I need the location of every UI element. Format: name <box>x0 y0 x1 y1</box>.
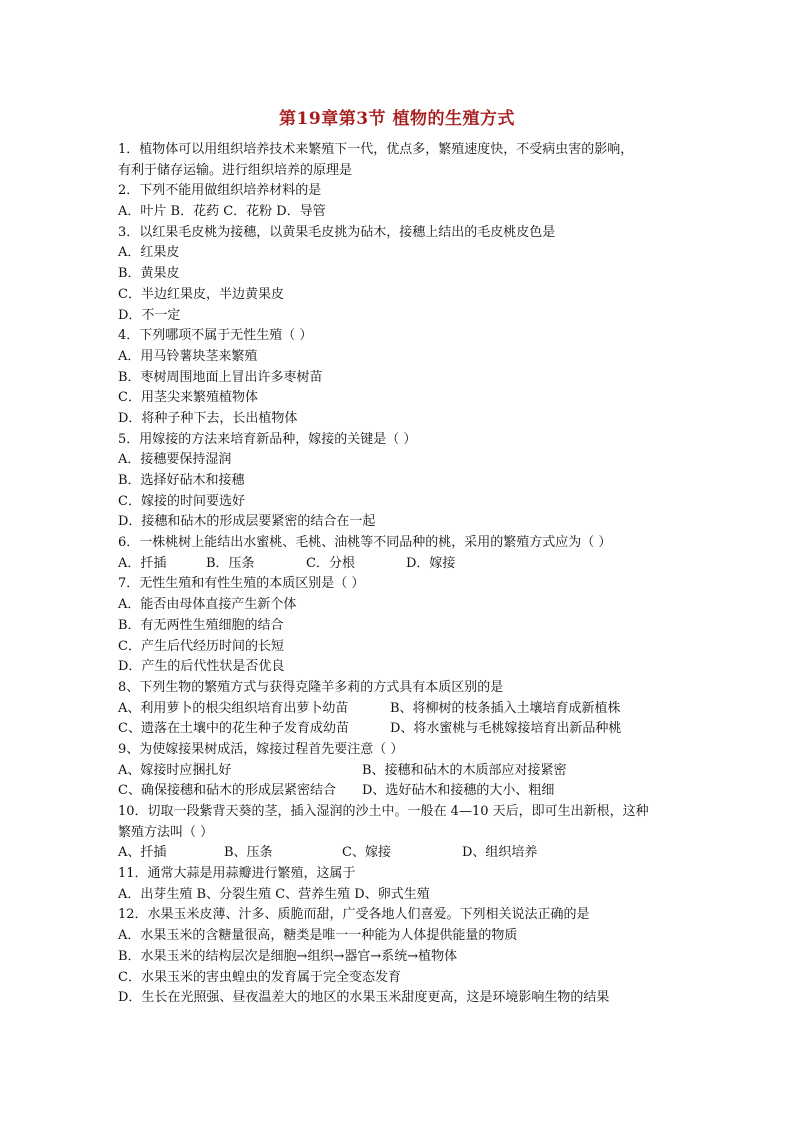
question-list <box>118 140 678 1009</box>
question-9-option-a: A、嫁接时应捆扎好 <box>118 762 232 778</box>
question-8-option-c: C、遗落在土壤中的花生种子发育成幼苗 <box>118 721 349 737</box>
question-12-option-b: B．水果玉米的结构层次是细胞→组织→器官→系统→植物体 <box>118 948 458 964</box>
question-12-option-c: C．水果玉米的害虫蝗虫的发育属于完全变态发育 <box>118 969 401 985</box>
question-9-option-b: B、接穗和砧木的木质部应对接紧密 <box>362 762 567 778</box>
question-12: 12．水果玉米皮薄、汁多、质脆而甜，广受各地人们喜爱。下列相关说法正确的是 <box>118 907 590 923</box>
question-8-options-row-1 <box>118 699 678 720</box>
question-3-option-c: C．半边红果皮，半边黄果皮 <box>118 286 284 302</box>
question-10-options <box>118 843 678 864</box>
question-7-option-a: A．能否由母体直接产生新个体 <box>118 597 297 613</box>
question-9: 9、为使嫁接果树成活，嫁接过程首先要注意（ ） <box>118 741 404 757</box>
question-6-options <box>118 554 678 575</box>
question-8-options-row-2 <box>118 719 678 740</box>
question-7-option-c: C．产生后代经历时间的长短 <box>118 638 284 654</box>
question-12-option-d: D．生长在光照强、昼夜温差大的地区的水果玉米甜度更高，这是环境影响生物的结果 <box>118 990 610 1006</box>
question-10-option-a: A、扦插 <box>118 845 167 861</box>
question-9-option-d: D、选好砧木和接穗的大小、粗细 <box>362 783 555 799</box>
question-12-option-a: A．水果玉米的含糖量很高，糖类是唯一一种能为人体提供能量的物质 <box>118 928 518 944</box>
question-7-option-b: B．有无两性生殖细胞的结合 <box>118 617 284 633</box>
question-1-line-1: 1．植物体可以用组织培养技术来繁殖下一代，优点多，繁殖速度快，不受病虫害的影响， <box>118 142 634 157</box>
question-3-option-a: A．红果皮 <box>118 245 180 261</box>
question-10-option-b: B、压条 <box>224 845 273 861</box>
question-8-option-b: B、将柳树的枝条插入土壤培育成新植株 <box>390 700 621 716</box>
question-4-option-c: C．用茎尖来繁殖植物体 <box>118 390 258 406</box>
question-6-option-c: C．分根 <box>306 555 355 571</box>
question-3: 3．以红果毛皮桃为接穗，以黄果毛皮挑为砧木，接穗上结出的毛皮桃皮色是 <box>118 224 556 240</box>
question-6: 6．一株桃树上能结出水蜜桃、毛桃、油桃等不同品种的桃，采用的繁殖方式应为（ ） <box>118 535 612 551</box>
question-11-options: A．出芽生殖 B、分裂生殖 C、营养生殖 D、卵式生殖 <box>118 886 430 902</box>
question-2: 2．下列不能用做组织培养材料的是 <box>118 183 322 199</box>
question-10-option-d: D、组织培养 <box>462 845 538 861</box>
question-4-option-a: A．用马铃薯块茎来繁殖 <box>118 348 258 364</box>
question-8-option-a: A、利用萝卜的根尖组织培育出萝卜幼苗 <box>118 700 349 716</box>
question-1-line-2: 有利于储存运输。进行组织培养的原理是 <box>118 162 353 178</box>
question-4-option-b: B．枣树周围地面上冒出许多枣树苗 <box>118 369 323 385</box>
question-6-option-b: B．压条 <box>206 555 255 571</box>
question-3-option-d: D．不一定 <box>118 307 181 323</box>
question-8-option-d: D、将水蜜桃与毛桃嫁接培育出新品种桃 <box>390 721 622 737</box>
question-5: 5．用嫁接的方法来培育新品种，嫁接的关键是（ ） <box>118 431 417 447</box>
question-9-option-c: C、确保接穗和砧木的形成层紧密结合 <box>118 783 336 799</box>
question-5-option-a: A．接穗要保持湿润 <box>118 452 232 468</box>
question-3-option-b: B．黄果皮 <box>118 266 180 282</box>
question-4-option-d: D．将种子种下去，长出植物体 <box>118 410 298 426</box>
question-7-option-d: D．产生的后代性状是否优良 <box>118 659 285 675</box>
question-10-option-c: C、嫁接 <box>342 845 391 861</box>
question-5-option-b: B．选择好砧木和接穗 <box>118 473 245 488</box>
question-10-line-1: 10．切取一段紫背天葵的茎，插入湿润的沙土中。一般在 4—10 天后，即可生出新根，这种 <box>118 804 649 819</box>
question-9-options-row-1 <box>118 761 678 782</box>
question-5-option-d: D．接穗和砧木的形成层要紧密的结合在一起 <box>118 514 376 530</box>
page-title: 第19章第3节 植物的生殖方式 <box>279 109 515 129</box>
question-5-option-c: C．嫁接的时间要选好 <box>118 493 245 509</box>
question-11: 11．通常大蒜是用蒜瓣进行繁殖，这属于 <box>118 866 356 882</box>
question-8: 8、下列生物的繁殖方式与获得克隆羊多莉的方式具有本质区别的是 <box>118 679 504 695</box>
question-6-option-d: D．嫁接 <box>406 555 456 571</box>
question-6-option-a: A．扦插 <box>118 555 167 571</box>
question-4: 4．下列哪项不属于无性生殖（ ） <box>118 328 313 344</box>
question-9-options-row-2 <box>118 781 678 802</box>
question-10-line-2: 繁殖方法叫（ ） <box>118 824 214 840</box>
question-7: 7．无性生殖和有性生殖的本质区别是（ ） <box>118 576 365 592</box>
question-2-options: A．叶片 B．花药 C．花粉 D．导管 <box>118 204 326 220</box>
